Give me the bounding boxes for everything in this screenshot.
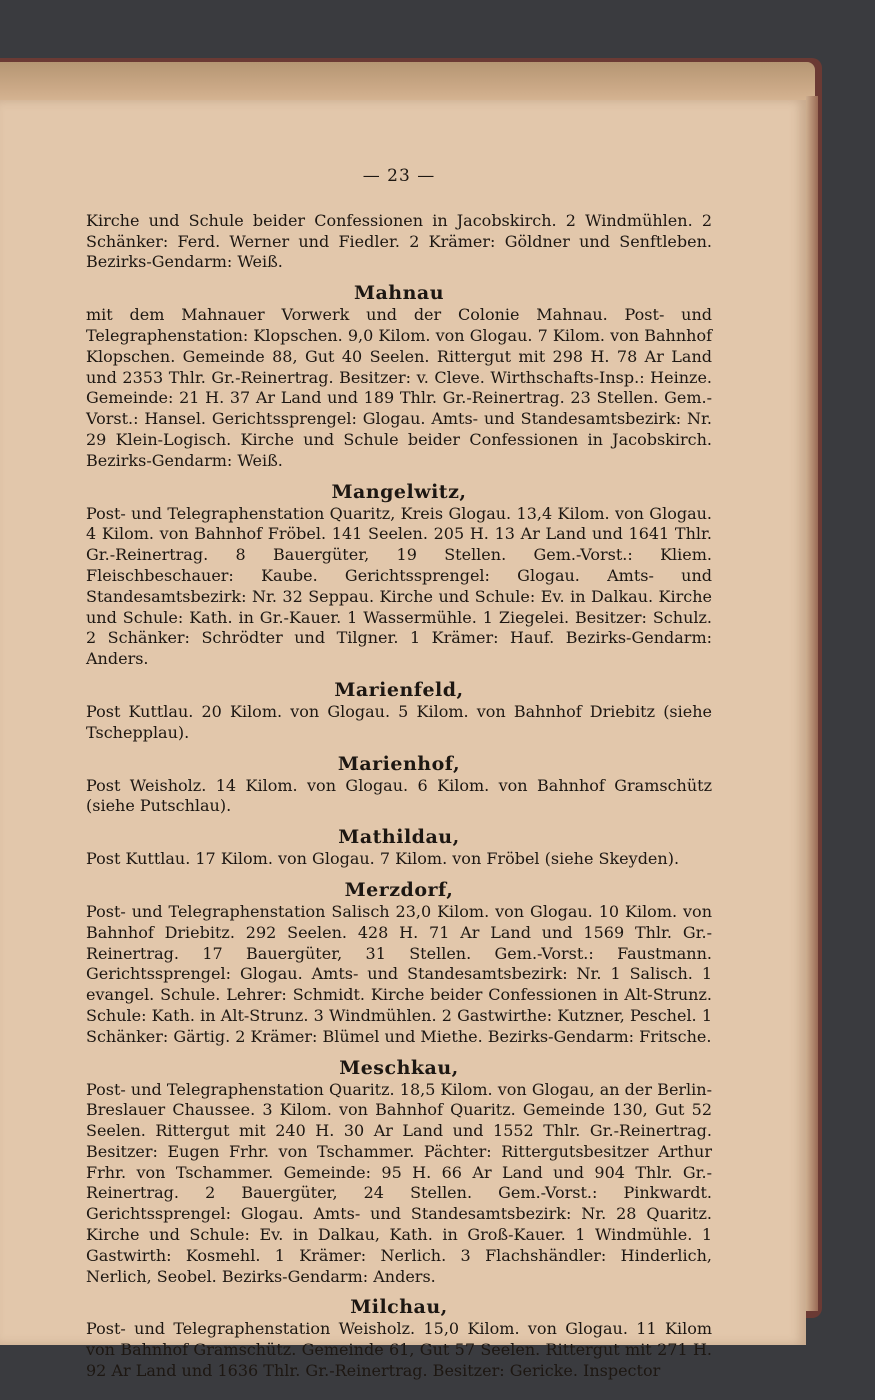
page-number: — 23 —: [362, 166, 436, 186]
entry-text: Post- und Telegraphenstation Salisch 23,0 Kilom. von Glogau. 10 Kilom. von Bahnhof Driebitz. 292 Seelen. 428 H. 71 Ar Land und 1569 Thlr. Gr.-Reinertrag. 17 Bauergüter, 31 Stellen. Gem.-Vorst.: Faustmann. Gerichtssprengel: Glogau. Amts- und Standesamtsbezirk: Nr. 1 Salisch. 1 evangel. Schule. Lehrer: Schmidt. Kirche beider Confessionen in Alt-Strunz. Schule: Kath. in Alt-Strunz. 3 Windmühlen. 2 Gastwirthe: Kutzner, Peschel. 1 Schänker: Gärtig. 2 Krämer: Blümel und Miethe. Bezirks-Gendarm: Fritsche.: [86, 901, 712, 1046]
entry-heading: Merzdorf,: [344, 878, 454, 901]
entry-text: Post Kuttlau. 20 Kilom. von Glogau. 5 Kilom. von Bahnhof Driebitz (siehe Tschepplau).: [86, 701, 712, 742]
entry-text: Post- und Telegraphenstation Weisholz. 15,0 Kilom. von Glogau. 11 Kilom von Bahnhof Gramschütz. Gemeinde 61, Gut 57 Seelen. Rittergut mit 271 H. 92 Ar Land und 1636 Thlr. Gr.-Reinertrag. Besitzer: Gericke. Inspector: [86, 1319, 712, 1381]
entry-meschkau: [86, 1058, 712, 1288]
entry-heading: Marienhof,: [337, 752, 461, 775]
entry-mathildau: [86, 827, 712, 870]
page-side-edge: [806, 96, 818, 1311]
entry-text: Post- und Telegraphenstation Quaritz. 18,5 Kilom. von Glogau, an der Berlin-Breslauer Chaussee. 3 Kilom. von Bahnhof Quaritz. Gemeinde 130, Gut 52 Seelen. Rittergut mit 240 H. 30 Ar Land und 1552 Thlr. Gr.-Reinertrag. Besitzer: Eugen Frhr. von Tschammer. Pächter: Rittergutsbesitzer Arthur Frhr. von Tschammer. Gemeinde: 95 H. 66 Ar Land und 904 Thlr. Gr.-Reinertrag. 2 Bauergüter, 24 Stellen. Gem.-Vorst.: Pinkwardt. Gerichtssprengel: Glogau. Amts- und Standesamtsbezirk: Nr. 28 Quaritz. Kirche und Schule: Ev. in Dalkau, Kath. in Groß-Kauer. 1 Windmühle. 1 Gastwirth: Kosmehl. 1 Krämer: Nerlich. 3 Flachshändler: Hinderlich, Nerlich, Seobel. Bezirks-Gendarm: Anders.: [86, 1079, 712, 1286]
page-content: [86, 166, 712, 1390]
entry-marienfeld: [86, 680, 712, 744]
entry-mangelwitz: [86, 482, 712, 670]
entry-milchau: [86, 1297, 712, 1381]
entry-text: Post- und Telegraphenstation Quaritz, Kreis Glogau. 13,4 Kilom. von Glogau. 4 Kilom. von Bahnhof Fröbel. 141 Seelen. 205 H. 13 Ar Land und 1641 Thlr. Gr.-Reinertrag. 8 Bauergüter, 19 Stellen. Gem.-Vorst.: Kliem. Fleischbeschauer: Kaube. Gerichtssprengel: Glogau. Amts- und Standesamtsbezirk: Nr. 32 Seppau. Kirche und Schule: Ev. in Dalkau. Kirche und Schule: Kath. in Gr.-Kauer. 1 Wassermühle. 1 Ziegelei. Besitzer: Schulz. 2 Schänker: Schrödter und Tilgner. 1 Krämer: Hauf. Bezirks-Gendarm: Anders.: [86, 503, 712, 669]
entry-mahnau: [86, 283, 712, 471]
entry-heading: Marienfeld,: [334, 678, 464, 701]
entry-heading: Mathildau,: [338, 826, 460, 849]
entry-text: Post Weisholz. 14 Kilom. von Glogau. 6 Kilom. von Bahnhof Gramschütz (siehe Putschlau).: [86, 775, 712, 816]
entry-heading: Mangelwitz,: [331, 480, 467, 503]
entry-heading: Meschkau,: [339, 1056, 459, 1079]
entry-marienhof: [86, 754, 712, 818]
entry-text: mit dem Mahnauer Vorwerk und der Colonie Mahnau. Post- und Telegraphenstation: Klopschen. 9,0 Kilom. von Glogau. 7 Kilom. von Bahnhof Klopschen. Gemeinde 88, Gut 40 Seelen. Rittergut mit 298 H. 78 Ar Land und 2353 Thlr. Gr.-Reinertrag. Besitzer: v. Cleve. Wirthschafts-Insp.: Heinze. Gemeinde: 21 H. 37 Ar Land und 189 Thlr. Gr.-Reinertrag. 23 Stellen. Gem.-Vorst.: Hansel. Gerichtssprengel: Glogau. Amts- und Standesamtsbezirk: Nr. 29 Klein-Logisch. Kirche und Schule beider Confessionen in Jacobskirch. Bezirks-Gendarm: Weiß.: [86, 305, 712, 470]
entry-heading: Milchau,: [350, 1296, 448, 1319]
entry-merzdorf: [86, 880, 712, 1048]
entry-heading: Mahnau: [353, 282, 445, 305]
continuation-paragraph: Kirche und Schule beider Confessionen in Jacobskirch. 2 Windmühlen. 2 Schänker: Ferd. Werner und Fiedler. 2 Krämer: Göldner und Senftleben. Bezirks-Gendarm: Weiß.: [86, 210, 712, 272]
entry-text: Post Kuttlau. 17 Kilom. von Glogau. 7 Kilom. von Fröbel (siehe Skeyden).: [86, 849, 680, 869]
